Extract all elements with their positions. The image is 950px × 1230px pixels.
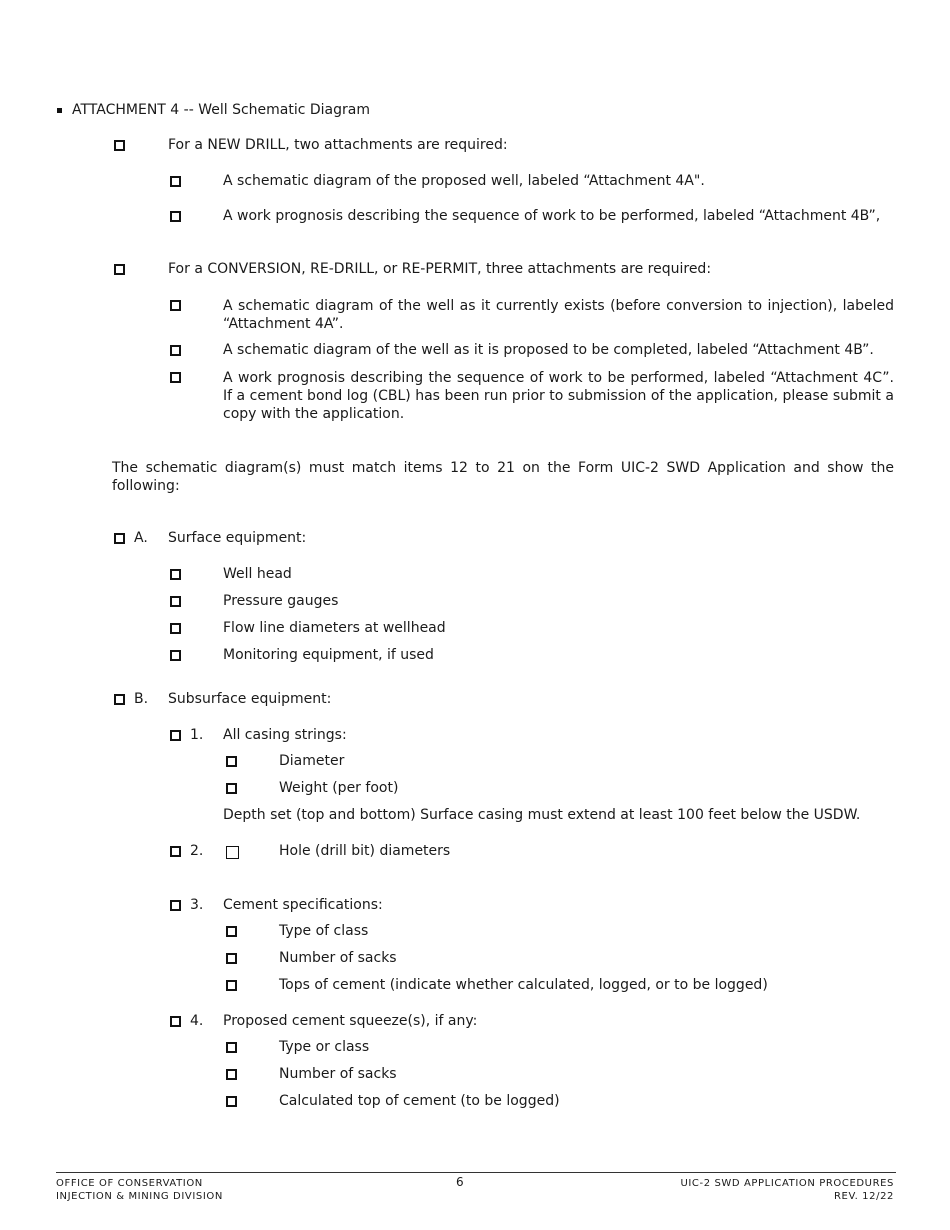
footer-divider	[56, 1172, 896, 1173]
page-heading: ATTACHMENT 4 -- Well Schematic Diagram	[72, 102, 370, 118]
section-b-checkbox[interactable]	[114, 694, 125, 705]
footer-division: INJECTION & MINING DIVISION	[56, 1191, 223, 1202]
depth-set-note: Depth set (top and bottom) Surface casing must extend at least 100 feet below the USDW.	[223, 807, 861, 823]
diameter-checkbox[interactable]	[226, 756, 237, 767]
cement-specs-label: Cement specifications:	[223, 897, 383, 913]
hole-diameters-label: Hole (drill bit) diameters	[279, 843, 451, 859]
cement-squeeze-checkbox[interactable]	[170, 1016, 181, 1027]
casing-strings-number: 1.	[190, 727, 204, 743]
heading-bullet	[57, 108, 62, 113]
squeeze-type-checkbox[interactable]	[226, 1042, 237, 1053]
squeeze-sacks-checkbox[interactable]	[226, 1069, 237, 1080]
type-of-class-checkbox[interactable]	[226, 926, 237, 937]
new-drill-item-1: A schematic diagram of the proposed well, labeled “Attachment 4A".	[223, 173, 705, 189]
footer-right	[680, 1177, 894, 1203]
cement-squeeze-number: 4.	[190, 1013, 204, 1029]
casing-strings-checkbox[interactable]	[170, 730, 181, 741]
squeeze-sacks-label: Number of sacks	[279, 1066, 397, 1082]
new-drill-item-2-checkbox[interactable]	[170, 211, 181, 222]
squeeze-type-label: Type or class	[279, 1039, 370, 1055]
cement-specs-number: 3.	[190, 897, 204, 913]
calculated-top-label: Calculated top of cement (to be logged)	[279, 1093, 560, 1109]
calculated-top-checkbox[interactable]	[226, 1096, 237, 1107]
conversion-item-2: A schematic diagram of the well as it is proposed to be completed, labeled “Attachment 4B”.	[223, 342, 874, 358]
weight-label: Weight (per foot)	[279, 780, 399, 796]
intro-paragraph: The schematic diagram(s) must match items 12 to 21 on the Form UIC-2 SWD Application and show the following:	[112, 460, 894, 494]
section-a-checkbox[interactable]	[114, 533, 125, 544]
conversion-item-1-checkbox[interactable]	[170, 300, 181, 311]
flow-line-label: Flow line diameters at wellhead	[223, 620, 446, 636]
monitoring-equipment-label: Monitoring equipment, if used	[223, 647, 434, 663]
new-drill-item-1-checkbox[interactable]	[170, 176, 181, 187]
flow-line-checkbox[interactable]	[170, 623, 181, 634]
conversion-label: For a CONVERSION, RE-DRILL, or RE-PERMIT, three attachments are required:	[168, 261, 712, 277]
hole-diameters-item-checkbox[interactable]	[226, 846, 239, 859]
hole-diameters-checkbox[interactable]	[170, 846, 181, 857]
number-of-sacks-label: Number of sacks	[279, 950, 397, 966]
section-a-label: Surface equipment:	[168, 530, 307, 546]
footer-document-title: UIC-2 SWD APPLICATION PROCEDURES	[680, 1178, 894, 1189]
conversion-checkbox[interactable]	[114, 264, 125, 275]
type-of-class-label: Type of class	[279, 923, 369, 939]
conversion-item-3: A work prognosis describing the sequence of work to be performed, labeled “Attachment 4C”. If a cement bond log (CBL) has been run prior to submission of the application, please submit a copy with the application.	[223, 370, 894, 422]
conversion-item-1: A schematic diagram of the well as it currently exists (before conversion to injection), labeled “Attachment 4A”.	[223, 298, 894, 332]
conversion-item-2-checkbox[interactable]	[170, 345, 181, 356]
well-head-checkbox[interactable]	[170, 569, 181, 580]
footer-office: OFFICE OF CONSERVATION	[56, 1178, 203, 1189]
number-of-sacks-checkbox[interactable]	[226, 953, 237, 964]
section-b-label: Subsurface equipment:	[168, 691, 332, 707]
footer-left	[56, 1177, 223, 1203]
footer-revision: REV. 12/22	[834, 1191, 894, 1202]
new-drill-label: For a NEW DRILL, two attachments are required:	[168, 137, 508, 153]
new-drill-item-2: A work prognosis describing the sequence of work to be performed, labeled “Attachment 4B”,	[223, 208, 881, 224]
section-a-letter: A.	[134, 530, 148, 546]
section-b-letter: B.	[134, 691, 149, 707]
page-number: 6	[456, 1175, 464, 1189]
hole-diameters-number: 2.	[190, 843, 204, 859]
monitoring-equipment-checkbox[interactable]	[170, 650, 181, 661]
casing-strings-label: All casing strings:	[223, 727, 347, 743]
cement-specs-checkbox[interactable]	[170, 900, 181, 911]
pressure-gauges-checkbox[interactable]	[170, 596, 181, 607]
tops-of-cement-label: Tops of cement (indicate whether calculated, logged, or to be logged)	[279, 977, 768, 993]
cement-squeeze-label: Proposed cement squeeze(s), if any:	[223, 1013, 478, 1029]
diameter-label: Diameter	[279, 753, 345, 769]
tops-of-cement-checkbox[interactable]	[226, 980, 237, 991]
pressure-gauges-label: Pressure gauges	[223, 593, 339, 609]
conversion-item-3-checkbox[interactable]	[170, 372, 181, 383]
well-head-label: Well head	[223, 566, 292, 582]
new-drill-checkbox[interactable]	[114, 140, 125, 151]
weight-checkbox[interactable]	[226, 783, 237, 794]
